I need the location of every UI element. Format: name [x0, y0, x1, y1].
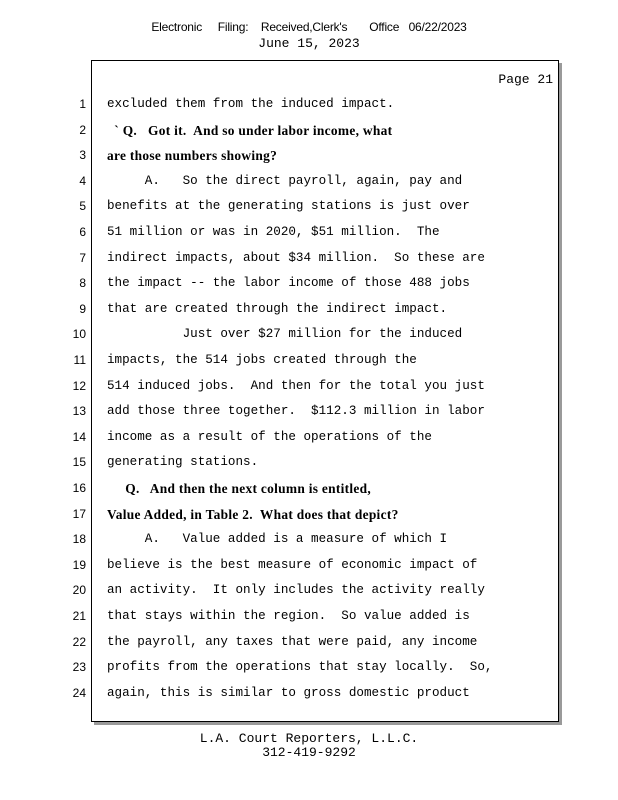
- line-number: 12: [72, 378, 86, 393]
- transcript-date: June 15, 2023: [258, 36, 360, 51]
- line-number: 21: [72, 609, 86, 623]
- question-line: ` Q. Got it. And so under labor income, what: [107, 122, 393, 138]
- transcript-line: 514 induced jobs. And then for the total you just: [107, 378, 485, 393]
- line-number: 5: [79, 199, 86, 214]
- line-number: 7: [79, 250, 86, 265]
- transcript-line: 51 million or was in 2020, $51 million. The: [107, 225, 440, 239]
- line-number: 15: [72, 455, 86, 470]
- line-number: 13: [72, 404, 86, 419]
- line-number: 22: [72, 634, 86, 649]
- transcript-line: an activity. It only includes the activity really: [107, 583, 485, 598]
- line-number: 3: [79, 148, 86, 163]
- question-line: Q. And then the next column is entitled,: [107, 481, 372, 496]
- line-number: 18: [72, 532, 86, 547]
- transcript-line: again, this is similar to gross domestic product: [107, 685, 470, 700]
- line-number: 20: [72, 583, 86, 598]
- transcript-line: that stays within the region. So value added is: [107, 609, 470, 623]
- line-number: 19: [72, 557, 86, 572]
- line-number: 1: [79, 97, 86, 111]
- line-number: 8: [79, 276, 86, 291]
- transcript-line: indirect impacts, about $34 million. So these are: [107, 250, 485, 265]
- transcript-line: generating stations.: [107, 455, 259, 470]
- transcript-line: the payroll, any taxes that were paid, any income: [107, 634, 478, 649]
- question-line: are those numbers showing?: [107, 148, 278, 164]
- question-line: Value Added, in Table 2. What does that depict?: [107, 506, 399, 522]
- filing-stamp: Electronic Filing: Received,Clerk's Office 06/22/2023: [151, 20, 467, 34]
- transcript-line: excluded them from the induced impact.: [107, 97, 395, 111]
- transcript-line: add those three together. $112.3 million in labor: [107, 404, 485, 419]
- line-number: 11: [73, 353, 86, 367]
- line-number: 6: [79, 225, 86, 239]
- line-number: 9: [79, 301, 86, 316]
- reporter-phone: 312-419-9292: [262, 745, 356, 760]
- transcript-line: believe is the best measure of economic impact of: [107, 557, 478, 572]
- transcript-line: income as a result of the operations of the: [107, 429, 432, 444]
- reporter-company: L.A. Court Reporters, L.L.C.: [199, 731, 419, 746]
- transcript-line: Just over $27 million for the induced: [107, 327, 463, 342]
- line-number: 2: [79, 122, 86, 137]
- footer: [0, 732, 618, 760]
- transcript-line: profits from the operations that stay locally. So,: [107, 660, 493, 675]
- page-number: Page 21: [498, 72, 553, 87]
- answer-line: A. Value added is a measure of which I: [107, 532, 448, 547]
- transcript-line: that are created through the indirect impact.: [107, 301, 448, 316]
- line-number: 10: [72, 327, 86, 342]
- line-number: 4: [79, 173, 86, 188]
- transcript-line: impacts, the 514 jobs created through the: [107, 353, 417, 367]
- answer-line: A. So the direct payroll, again, pay and: [107, 173, 463, 188]
- transcript-line: the impact -- the labor income of those 488 jobs: [107, 276, 470, 291]
- transcript-line: benefits at the generating stations is just over: [107, 199, 470, 214]
- line-number: 24: [72, 685, 86, 700]
- line-number: 17: [72, 506, 86, 521]
- line-number: 16: [72, 481, 86, 495]
- line-number: 14: [72, 429, 86, 444]
- line-number: 23: [72, 660, 86, 675]
